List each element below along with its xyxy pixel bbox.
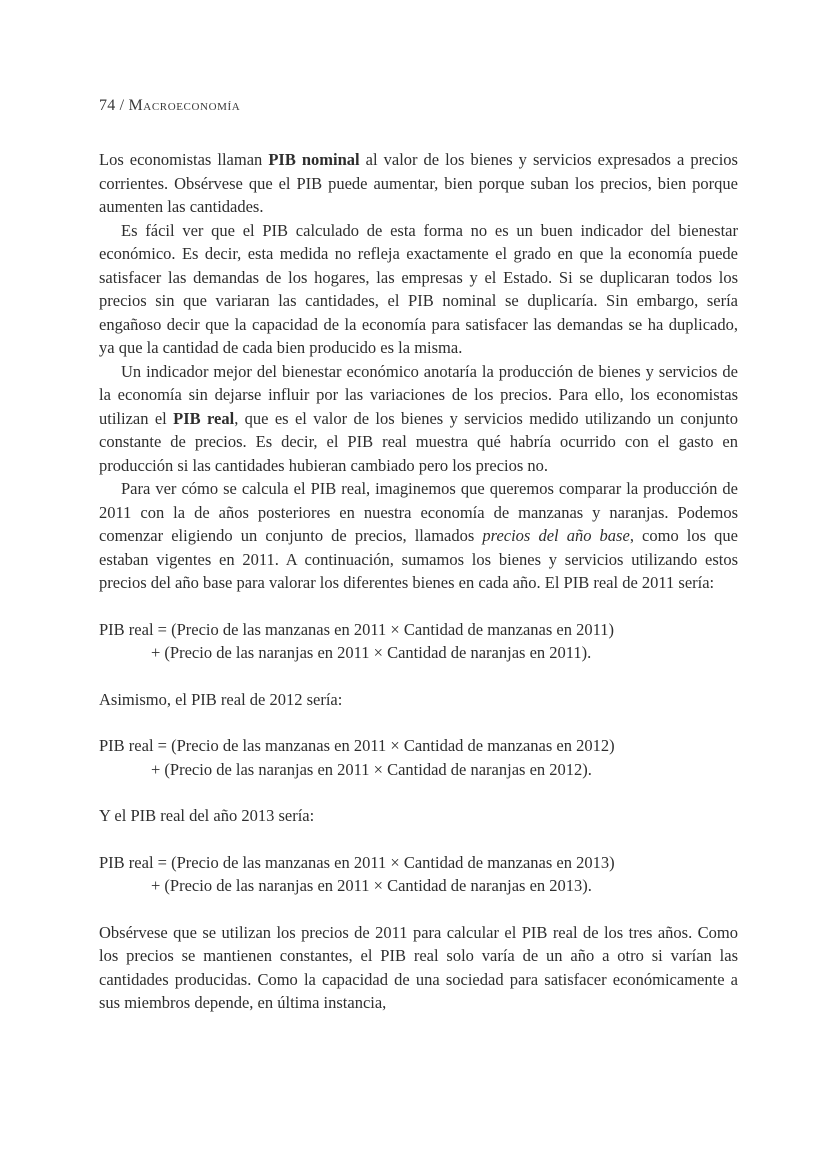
paragraph-observacion: Obsérvese que se utilizan los precios de 2011 para calcular el PIB real de los tres años. Como los precios se mantienen constantes, el PIB real solo varía de un año a otro si varían las cantidades producidas. Como la capacidad de una sociedad para satisfacer económicamente a sus miembros depende, en última instancia, — [99, 922, 738, 1012]
formula-line-2: + (Precio de las naranjas en 2011 × Cantidad de naranjas en 2011). — [151, 643, 592, 662]
italic-term-precios-ano-base: precios del año base — [482, 526, 630, 545]
formula-line-2: + (Precio de las naranjas en 2011 × Cantidad de naranjas en 2013). — [151, 876, 592, 895]
page-number: 74 — [99, 97, 116, 114]
formula-pib-real-2011 — [99, 618, 738, 665]
formula-line-1: PIB real = (Precio de las manzanas en 2011 × Cantidad de manzanas en 2013) — [99, 852, 615, 872]
text-segment: Un indicador mejor del bienestar económico anotaría la producción de bienes y servicios de la economía sin dejarse influir por las variaciones de los precios. Para ello, los economistas utilizan el — [99, 361, 738, 428]
formula-line-2: + (Precio de las naranjas en 2011 × Cantidad de naranjas en 2012). — [151, 759, 592, 779]
paragraph-calculo — [99, 477, 738, 595]
bold-term-pib-nominal: PIB nominal — [268, 150, 360, 169]
text-segment: Para ver cómo se calcula el PIB real, imaginemos que queremos comparar la producción de 2011 con la de años posteriores en nuestra economía de manzanas y naranjas. Podemos comenzar eligiendo un conjunto de precios, llamados — [99, 479, 738, 545]
text-segment: , que es el valor de los bienes y servicios medido utilizando un conjunto constante de precios. Es decir, el PIB real muestra qué habría ocurrido con el gasto en producción si las cantidades hubieran cambiado pero los precios no. — [99, 408, 738, 475]
formula-line-1: PIB real = (Precio de las manzanas en 2011 × Cantidad de manzanas en 2012) — [99, 736, 615, 755]
paragraph-indicador: Es fácil ver que el PIB calculado de esta forma no es un buen indicador del bienestar económico. Es decir, esta medida no refleja exactamente el grado en que la economía puede satisfacer las demandas de los hogares, las empresas y el Estado. Si se duplicaran todos los precios sin que variaran las cantidades, el PIB nominal se duplicaría. Sin embargo, sería engañoso decir que la capacidad de la economía para satisfacer las demandas se ha duplicado, ya que la cantidad de cada bien producido es la misma. — [99, 220, 738, 357]
connector-2012: Asimismo, el PIB real de 2012 sería: — [99, 689, 343, 709]
paragraph-pib-real — [99, 360, 738, 478]
page-body — [99, 148, 738, 1015]
paragraph-pib-nominal — [99, 148, 738, 219]
book-title: Macroeconomía — [128, 97, 241, 114]
formula-line-1: PIB real = (Precio de las manzanas en 2011 × Cantidad de manzanas en 2011) — [99, 619, 614, 639]
bold-term-pib-real: PIB real — [173, 408, 235, 428]
text-segment: al valor de los bienes y servicios expresados a precios corrientes. Obsérvese que el PIB puede aumentar, bien porque suban los precios, bien porque aumenten las cantidades. — [99, 150, 738, 216]
text-segment: , como los que estaban vigentes en 2011. A continuación, sumamos los bienes y servicios utilizando estos precios del año base para valorar los diferentes bienes en cada año. El PIB real de 2011 sería: — [99, 526, 738, 592]
connector-2013: Y el PIB real del año 2013 sería: — [99, 806, 315, 825]
running-head-separator: / — [115, 97, 129, 114]
text-segment: Los economistas llaman — [99, 150, 269, 169]
formula-pib-real-2013 — [99, 851, 738, 898]
running-head — [99, 97, 738, 115]
formula-pib-real-2012 — [99, 734, 738, 781]
